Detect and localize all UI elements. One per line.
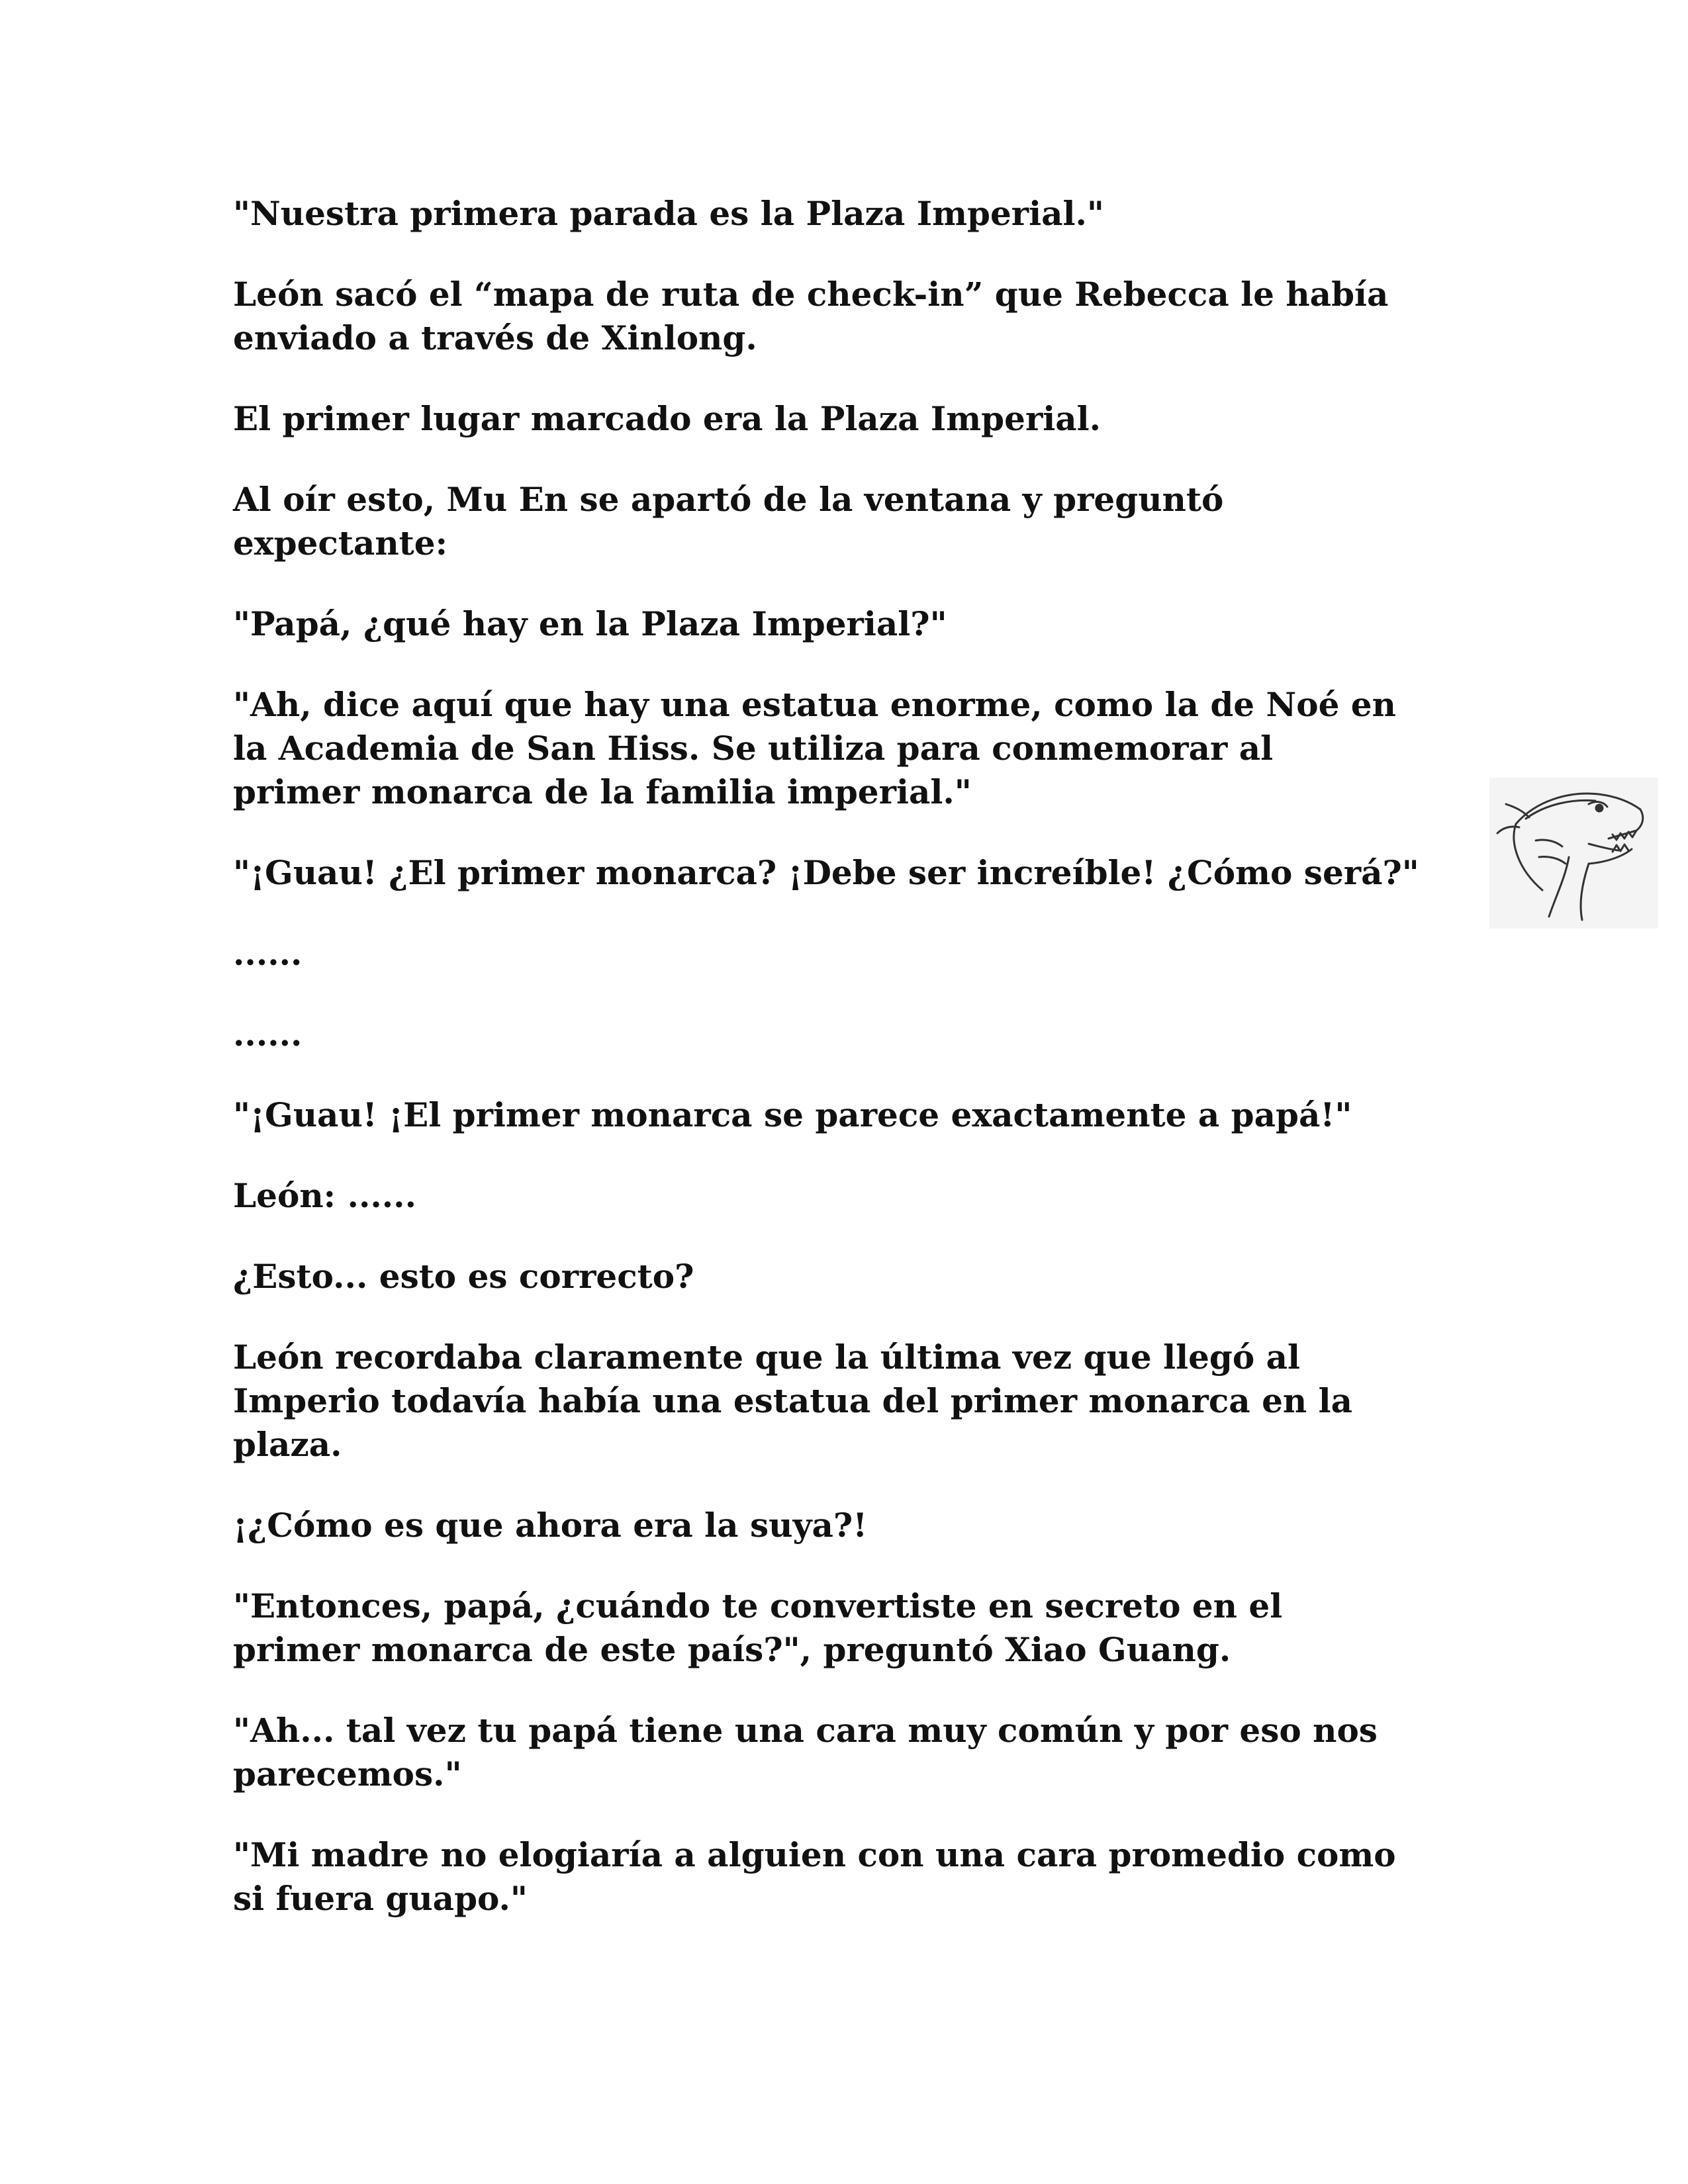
paragraph: "Nuestra primera parada es la Plaza Imperial." <box>233 194 1104 233</box>
dinosaur-head-icon <box>1489 778 1658 929</box>
paragraph: "Papá, ¿qué hay en la Plaza Imperial?" <box>233 604 947 643</box>
paragraph: "Entonces, papá, ¿cuándo te convertiste en secreto en el primer monarca de este país?", preguntó Xiao Guang. <box>233 1586 1283 1669</box>
ellipsis-line: ...... <box>233 1015 303 1054</box>
paragraph: León sacó el “mapa de ruta de check-in” que Rebecca le había enviado a través de Xinlong. <box>233 275 1389 357</box>
paragraph: El primer lugar marcado era la Plaza Imperial. <box>233 399 1102 438</box>
paragraph: ¡¿Cómo es que ahora era la suya?! <box>233 1506 868 1545</box>
paragraph: Al oír esto, Mu En se apartó de la ventana y preguntó expectante: <box>233 480 1224 563</box>
paragraph: "Ah, dice aquí que hay una estatua enorme, como la de Noé en la Academia de San Hiss. Se utiliza para conmemorar al primer monarca de la familia imperial." <box>233 685 1396 811</box>
paragraph: "¡Guau! ¿El primer monarca? ¡Debe ser increíble! ¿Cómo será?" <box>233 853 1419 892</box>
paragraph: "Ah... tal vez tu papá tiene una cara muy común y por eso nos parecemos." <box>233 1711 1378 1794</box>
paragraph: ¿Esto... esto es correcto? <box>233 1257 694 1296</box>
paragraph: "¡Guau! ¡El primer monarca se parece exactamente a papá!" <box>233 1095 1352 1134</box>
paragraph: León: ...... <box>233 1176 416 1215</box>
document-body <box>233 192 1477 1958</box>
ellipsis-line: ...... <box>233 934 303 973</box>
paragraph: León recordaba claramente que la última vez que llegó al Imperio todavía había una estatua del primer monarca en la plaza. <box>233 1338 1353 1464</box>
paragraph: "Mi madre no elogiaría a alguien con una cara promedio como si fuera guapo." <box>233 1835 1396 1918</box>
dinosaur-sketch-image <box>1489 778 1658 929</box>
